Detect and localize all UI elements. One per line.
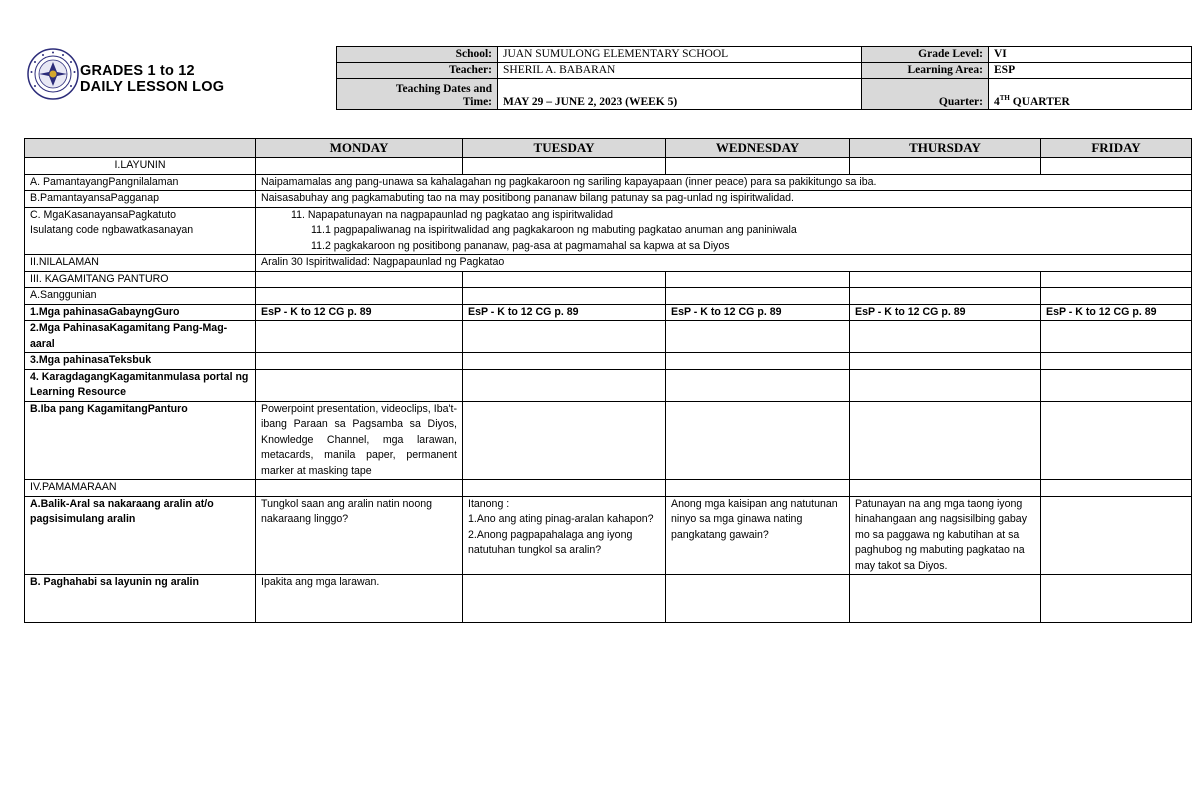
table-row [25, 271, 1192, 288]
teaching-dates-label-line2: Time: [462, 96, 492, 108]
gabay-monday: EsP - K to 12 CG p. 89 [256, 304, 463, 321]
gabay-label: 1.Mga pahinasaGabayngGuro [25, 304, 256, 321]
header-info-table [336, 46, 1192, 110]
grade-level-value: VI [989, 47, 1192, 63]
paghahabi-monday: Ipakita ang mga larawan. [256, 575, 463, 623]
teaching-dates-label [337, 79, 498, 110]
table-row [25, 304, 1192, 321]
teksbuk-label: 3.Mga pahinasaTeksbuk [25, 353, 256, 370]
balik-aral-tuesday-line2: 1.Ano ang ating pinag-aralan kahapon? [468, 513, 654, 525]
nilalaman-label: II.NILALAMAN [25, 255, 256, 272]
day-header-wednesday: WEDNESDAY [666, 139, 850, 158]
header-blank-cell [25, 139, 256, 158]
paghahabi-label: B. Paghahabi sa layunin ng aralin [25, 575, 256, 623]
balik-aral-monday: Tungkol saan ang aralin natin noong nakaraang linggo? [256, 496, 463, 575]
kasanayan-item-11-2: 11.2 pagkakaroon ng positibong pananaw, pag-asa at pagmamahal sa kapwa at sa Diyos [311, 239, 730, 252]
teaching-dates-value: MAY 29 – JUNE 2, 2023 (WEEK 5) [498, 79, 862, 110]
kasanayan-item-11-1: 11.1 pagpapaliwanag na ispiritwalidad ang pagkakaroon ng mabuting pagkatao anuman ang paniniwala [311, 224, 797, 236]
quarter-number: 4 [994, 96, 1000, 108]
table-row [25, 575, 1192, 623]
balik-aral-thursday: Patunayan na ang mga taong iyong hinahangaan ang nagsisilbing gabay mo sa paggawa ng kabutihan at sa paghubog ng mabuting pagkatao na may takot sa Diyos. [850, 496, 1041, 575]
kasanayan-item-11: 11. Napapatunayan na nagpapaunlad ng pagkatao ang ispiritwalidad [291, 208, 613, 221]
gabay-thursday: EsP - K to 12 CG p. 89 [850, 304, 1041, 321]
page-title [80, 63, 224, 95]
table-row [25, 207, 1192, 255]
nilalaman-value: Aralin 30 Ispiritwalidad: Nagpapaunlad ng Pagkatao [256, 255, 1192, 272]
teaching-dates-label-line1: Teaching Dates and [395, 83, 492, 95]
deped-seal-icon [27, 48, 79, 100]
kasanayan-label-line1: C. MgaKasanayansaPagkatuto [30, 208, 177, 221]
table-row [25, 480, 1192, 497]
table-row [25, 496, 1192, 575]
layunin-label: I.LAYUNIN [25, 158, 256, 175]
quarter-value [989, 79, 1192, 110]
pamamaraan-label: IV.PAMAMARAAN [25, 480, 256, 497]
iba-pang-kagamitan-monday: Powerpoint presentation, videoclips, Iba't-ibang Paraan sa Pagsamba sa Diyos, Knowledge Channel, mga larawan, metacards, manila paper, permanent marker at masking tape [256, 401, 463, 480]
pamantayang-nilalaman-value: Naipamamalas ang pang-unawa sa kahalagahan ng pagkakaroon ng sariling kapayapaan (inner peace) para sa pakikitungo sa iba. [256, 174, 1192, 191]
learning-area-label: Learning Area: [862, 63, 989, 79]
karagdagang-kagamitan-label: 4. KaragdagangKagamitanmulasa portal ng Learning Resource [25, 369, 256, 401]
grade-level-label: Grade Level: [862, 47, 989, 63]
kasanayan-value [256, 207, 1192, 255]
pamantayang-nilalaman-label: A. PamantayangPangnilalaman [25, 174, 256, 191]
balik-aral-tuesday [463, 496, 666, 575]
table-row [25, 191, 1192, 208]
days-header-row [25, 139, 1192, 158]
school-label: School: [337, 47, 498, 63]
day-header-friday: FRIDAY [1041, 139, 1192, 158]
day-header-thursday: THURSDAY [850, 139, 1041, 158]
lesson-log-table [24, 138, 1192, 623]
day-header-tuesday: TUESDAY [463, 139, 666, 158]
pamantayan-pagganap-label: B.PamantayansaPagganap [25, 191, 256, 208]
table-row [25, 401, 1192, 480]
kasanayan-label-line2: Isulatang code ngbawatkasanayan [30, 224, 194, 236]
pamantayan-pagganap-value: Naisasabuhay ang pagkamabuting tao na may positibong pananaw bilang patunay sa pag-unlad ng ispiritwalidad. [256, 191, 1192, 208]
gabay-wednesday: EsP - K to 12 CG p. 89 [666, 304, 850, 321]
kagamitang-pang-mag-aaral-label: 2.Mga PahinasaKagamitang Pang-Mag-aaral [25, 321, 256, 353]
gabay-tuesday: EsP - K to 12 CG p. 89 [463, 304, 666, 321]
school-value: JUAN SUMULONG ELEMENTARY SCHOOL [498, 47, 862, 63]
gabay-friday: EsP - K to 12 CG p. 89 [1041, 304, 1192, 321]
table-row [25, 288, 1192, 305]
kasanayan-label [25, 207, 256, 255]
balik-aral-tuesday-line3: 2.Anong pagpapahalaga ang iyong natutuhan tungkol sa aralin? [468, 528, 633, 556]
iba-pang-kagamitan-label: B.Iba pang KagamitangPanturo [25, 401, 256, 480]
title-line-2: DAILY LESSON LOG [80, 79, 225, 95]
quarter-word: QUARTER [1009, 96, 1070, 108]
table-row [25, 353, 1192, 370]
table-row [25, 255, 1192, 272]
title-line-1: GRADES 1 to 12 [80, 63, 195, 79]
balik-aral-tuesday-line1: Itanong : [468, 497, 510, 510]
teacher-label: Teacher: [337, 63, 498, 79]
table-row [25, 321, 1192, 353]
table-row [25, 369, 1192, 401]
teacher-value: SHERIL A. BABARAN [498, 63, 862, 79]
kagamitan-label: III. KAGAMITANG PANTURO [25, 271, 256, 288]
balik-aral-wednesday: Anong mga kaisipan ang natutunan ninyo sa mga ginawa nating pangkatang gawain? [666, 496, 850, 575]
sanggunian-label: A.Sanggunian [25, 288, 256, 305]
learning-area-value: ESP [989, 63, 1192, 79]
quarter-suffix: TH [999, 94, 1010, 103]
table-row [25, 158, 1192, 175]
day-header-monday: MONDAY [256, 139, 463, 158]
table-row [25, 174, 1192, 191]
balik-aral-label: A.Balik-Aral sa nakaraang aralin at/o pagsisimulang aralin [25, 496, 256, 575]
quarter-label: Quarter: [862, 79, 989, 110]
